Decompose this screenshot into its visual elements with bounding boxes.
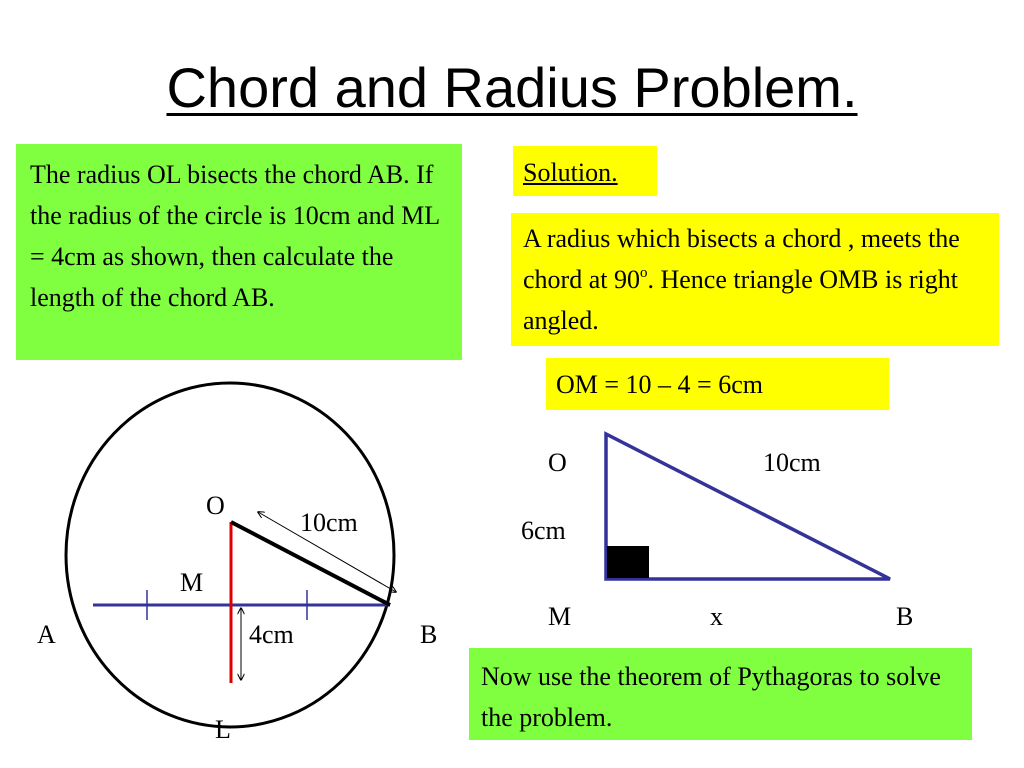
label-b-circle: B: [420, 620, 438, 649]
label-4cm: 4cm: [249, 620, 294, 649]
pythagoras-text: Now use the theorem of Pythagoras to solve the problem.: [481, 662, 941, 732]
label-x: x: [710, 602, 723, 631]
label-10cm-circle: 10cm: [300, 508, 358, 537]
problem-text: The radius OL bisects the chord AB. If the radius of the circle is 10cm and ML = 4cm as shown, then calculate the length of the chord AB.: [30, 160, 440, 312]
degree-superscript: o: [639, 265, 648, 281]
label-m-triangle: M: [548, 602, 572, 631]
label-o-triangle: O: [548, 448, 567, 477]
om-equation: OM = 10 – 4 = 6cm: [556, 370, 763, 399]
slide-title: Chord and Radius Problem.: [166, 56, 858, 119]
label-o-circle: O: [206, 491, 225, 520]
right-angle-marker: [607, 546, 649, 578]
solution-text-part1: A radius which bisects a chord , meets the chord at 90: [523, 224, 960, 294]
label-a: A: [37, 620, 56, 649]
label-10cm-triangle: 10cm: [763, 448, 821, 477]
label-m-circle: M: [180, 568, 204, 597]
solution-heading: Solution.: [523, 158, 618, 187]
label-6cm: 6cm: [521, 516, 566, 545]
label-b-triangle: B: [896, 602, 914, 631]
label-l: L: [215, 715, 231, 744]
solution-text-part2: . Hence triangle OMB is right angled.: [523, 265, 958, 335]
